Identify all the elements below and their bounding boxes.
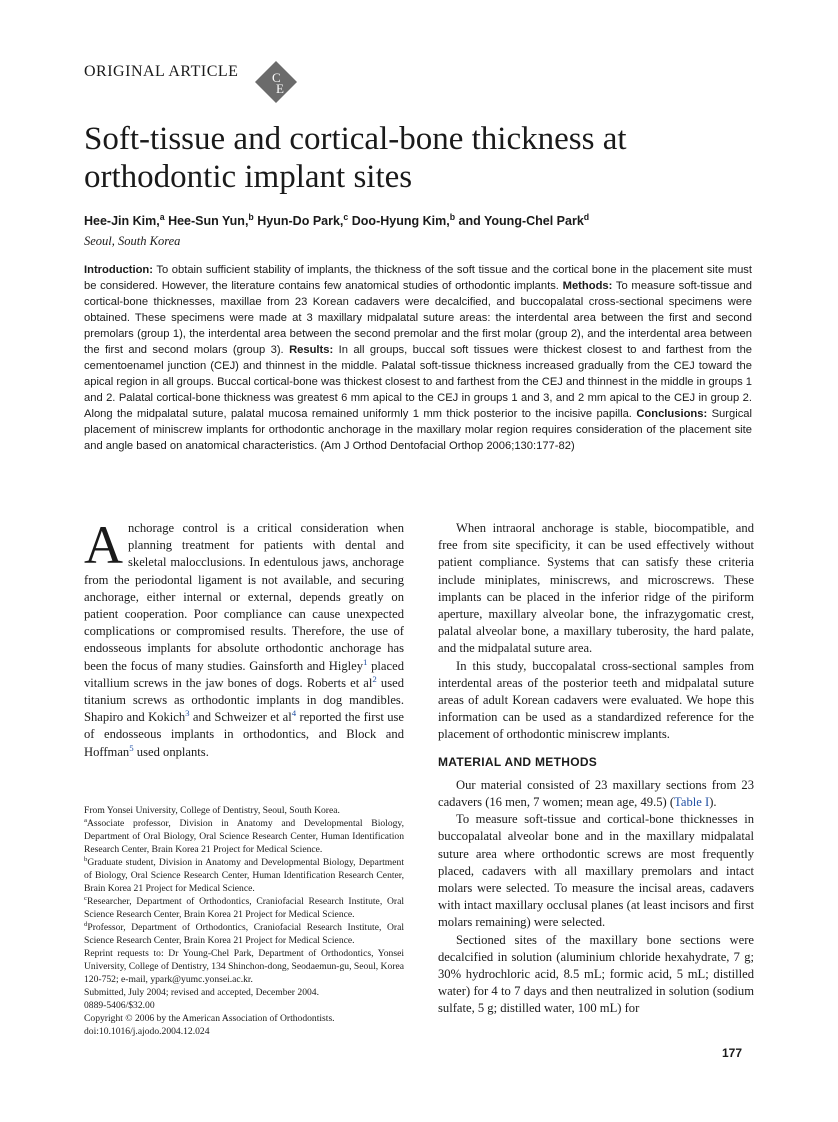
footnote-copyright: Copyright © 2006 by the American Association of Orthodontists. xyxy=(84,1013,335,1024)
author-name: and Young-Chel Park xyxy=(458,214,584,228)
intro-text: reported the first use of endosseous implants in orthodontics, and Block and Hoffman xyxy=(84,710,404,759)
footnote-text: Associate professor, Division in Anatomy and Developmental Biology, Department of Oral Biology, Oral Science Research Center, Human Identification Research Center, Brain Korea 21 Project for Medical Science. xyxy=(84,818,404,855)
abstract-methods-text: To measure soft-tissue and cortical-bone thicknesses, maxillae from 23 Korean cadavers were decalcified, and buccopalatal cross-sectional specimens were obtained. These specimens were made at 3 maxillary midpalatal suture areas: the interdental area between the first and second premolars (group 1), the interdental area between the second premolar and the first molar (group 2), and the interdental area between the first and second molars (group 3). xyxy=(84,280,753,356)
reference-link[interactable]: 4 xyxy=(291,708,297,719)
article-title: Soft-tissue and cortical-bone thickness at orthodontic implant sites xyxy=(84,121,627,195)
reference-link[interactable]: 1 xyxy=(363,656,368,667)
footnote-institution: From Yonsei University, College of Dentistry, Seoul, South Korea. xyxy=(84,805,340,816)
author-name: Hyun-Do Park, xyxy=(257,214,344,228)
reference-link[interactable]: 5 xyxy=(129,742,134,753)
author-affiliation-mark: a xyxy=(159,211,165,222)
author-affiliation-mark: b xyxy=(449,211,456,222)
footnotes xyxy=(84,804,404,1038)
table-link[interactable]: Table I xyxy=(674,795,710,810)
intro-text: placed vitallium screws in the jaw bones of dogs. Roberts et al xyxy=(84,658,404,690)
author-affiliation-mark: c xyxy=(343,211,349,222)
author-list xyxy=(84,211,590,228)
footnote-a xyxy=(84,817,404,856)
intro-text: used onplants. xyxy=(133,744,209,759)
footnote-mark: c xyxy=(84,894,87,902)
footnote-price: 0889-5406/$32.00 xyxy=(84,1000,155,1011)
abstract xyxy=(84,262,752,454)
footnote-d xyxy=(84,921,404,947)
footnote-reprint: Reprint requests to: Dr Young-Chel Park, Department of Orthodontics, Yonsei University, College of Dentistry, 134 Shinchon-dong, Seodaemun-gu, Seoul, Korea 120-752; e-mail, ypark@yumc.yonsei.ac.kr. xyxy=(84,948,404,985)
body-paragraph: When intraoral anchorage is stable, biocompatible, and free from site specificity, it can be used effectively without patient compliance. Systems that can satisfy these criteria include miniplates, miniscrews, and microscrews. These implants can be placed in the inferior ridge of the piriform aperture, maxillary alveolar bone, the infrazygomatic crest, palatal alveolar bone, a maxillary tuberosity, the hard palate, and the midpalatal suture area. xyxy=(438,521,754,656)
abstract-intro-label: Introduction: xyxy=(84,264,153,276)
footnote-submitted: Submitted, July 2004; revised and accepted, December 2004. xyxy=(84,987,319,998)
author-name: Doo-Hyung Kim, xyxy=(351,214,450,228)
drop-cap: A xyxy=(84,515,123,575)
footnote-text: Researcher, Department of Orthodontics, Craniofacial Research Institute, Oral Science Research Center, Brain Korea 21 Project for Medical Science. xyxy=(84,896,404,920)
abstract-methods-label: Methods: xyxy=(562,280,613,292)
author-location: Seoul, South Korea xyxy=(84,234,181,248)
intro-text: and Schweizer et al xyxy=(189,710,292,725)
footnote-text: Professor, Department of Orthodontics, Craniofacial Research Institute, Oral Science Research Center, Brain Korea 21 Project for Medical Science. xyxy=(84,922,404,946)
body-paragraph xyxy=(438,777,754,811)
footnote-text: Graduate student, Division in Anatomy and Developmental Biology, Department of Biology, Oral Science Research Center, Human Identification Research Center, Brain Korea 21 Project for Medical Science. xyxy=(84,857,404,894)
abstract-intro-text: To obtain sufficient stability of implants, the thickness of the soft tissue and the cortical bone in the placement site must be considered. However, the literature contains few anatomical studies of orthodontic implants. xyxy=(84,264,753,292)
intro-text: nchorage control is a critical consideration when planning treatment for patients with dental and skeletal malocclusions. In edentulous jaws, anchorage from the periodontal ligament is not available, and securing anchorage, either internal or external, depends greatly on patient cooperation. Poor compliance can cause unexpected complications or compromised results. Therefore, the use of endosseous implants for absolute orthodontic anchorage has been the focus of many studies. Gainsforth and Higley xyxy=(84,521,404,673)
footnote-c xyxy=(84,895,404,921)
body-paragraph: In this study, buccopalatal cross-sectional samples from interdental areas of the posterior teeth and midpalatal suture areas of adult Korean cadavers were evaluated. We hope this information can be used as a standardized reference for the placement of orthodontic miniscrew implants. xyxy=(438,658,754,742)
body-text: ). xyxy=(709,795,717,810)
author-affiliation-mark: d xyxy=(583,211,590,222)
footnote-doi: doi:10.1016/j.ajodo.2004.12.024 xyxy=(84,1026,210,1037)
page-number: 177 xyxy=(722,1046,743,1060)
section-heading: MATERIAL AND METHODS xyxy=(438,754,598,769)
intro-text: used titanium screws as orthodontic implants in dog mandibles. Shapiro and Kokich xyxy=(84,675,404,725)
footnote-mark: d xyxy=(84,920,88,928)
footnote-mark: b xyxy=(84,855,88,863)
svg-text:E: E xyxy=(276,81,284,96)
author-affiliation-mark: b xyxy=(248,211,254,222)
article-type-label: ORIGINAL ARTICLE xyxy=(84,63,239,80)
ce-badge-icon xyxy=(254,60,298,104)
reference-link[interactable]: 3 xyxy=(185,708,190,719)
body-paragraph: Sectioned sites of the maxillary bone sections were decalcified in solution (aluminium chloride hexahydrate, 7 g; 30% hydrochloric acid, 8.5 mL; formic acid, 5 mL; distilled water) for 4 to 7 days and then neutralized in solution (sodium sulfate, 5 g; distilled water, 100 mL) for xyxy=(438,932,754,1016)
body-column-left xyxy=(84,515,404,761)
footnote-b xyxy=(84,856,404,895)
reference-link[interactable]: 2 xyxy=(372,673,377,684)
abstract-results-text: In all groups, buccal soft tissues were thickest closest to and farthest from the cementoenamel junction (CEJ) and thinnest in the middle. Palatal soft-tissue thickness increased gradually from the CEJ toward the apical region in all groups. Buccal cortical-bone was thickest closest to and farthest from the CEJ and thinnest in the middle in groups 1 and 2. Palatal cortical-bone thickness was greatest 6 mm apical to the CEJ in groups 1 and 3, and 2 mm apical to the CEJ in group 2. Along the midpalatal suture, palatal mucosa remained uniformly 1 mm thick posterior to the incisive papilla. xyxy=(84,344,753,420)
abstract-results-label: Results: xyxy=(289,344,334,356)
body-column-right xyxy=(438,520,754,1018)
author-name: Hee-Sun Yun, xyxy=(168,214,249,228)
abstract-conclusions-text: Surgical placement of miniscrew implants for orthodontic anchorage in the maxillary molar region requires consideration of the placement site and angle based on anatomical characteristics. (Am J Orthod Dentofacial Orthop 2006;130:177-82) xyxy=(84,408,753,452)
body-text: Our material consisted of 23 maxillary sections from 23 cadavers (16 men, 7 women; mean age, 49.5) ( xyxy=(438,777,754,810)
body-paragraph: To measure soft-tissue and cortical-bone thicknesses in buccopalatal alveolar bone and in the maxillary midpalatal suture area where orthodontic screws are most frequently placed, cadavers with all maxillary premolars and intact molars were selected. To measure the incisal areas, cadavers with intact maxillary occlusal planes (at least incisors and first molars remaining) were selected. xyxy=(438,812,754,930)
abstract-conclusions-label: Conclusions: xyxy=(636,408,708,420)
author-name: Hee-Jin Kim, xyxy=(84,214,160,228)
footnote-mark: a xyxy=(84,816,87,824)
intro-paragraph xyxy=(84,515,404,761)
svg-text:C: C xyxy=(272,70,281,85)
